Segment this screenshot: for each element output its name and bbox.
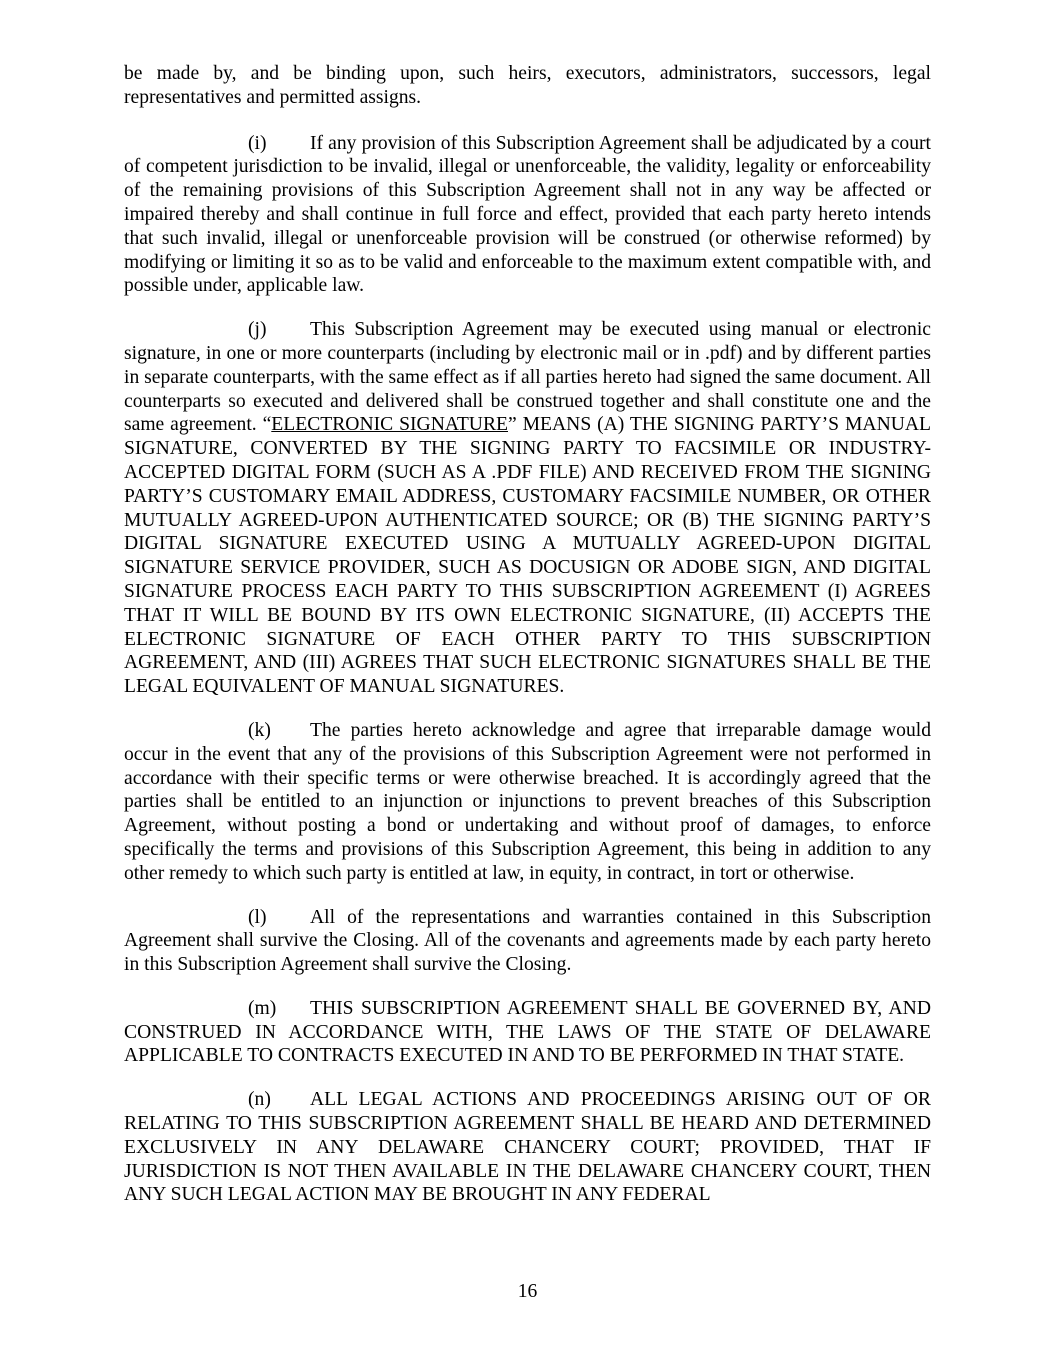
continuation-paragraph: be made by, and be binding upon, such heirs, executors, administrators, successors, legal representatives and permitted assigns. bbox=[124, 63, 931, 108]
section-m bbox=[124, 997, 931, 1068]
section-n bbox=[124, 1088, 931, 1207]
section-label: (l) bbox=[248, 906, 267, 928]
section-k bbox=[124, 719, 931, 886]
section-text-before: This Subscription Agreement may be executed using manual or electronic signature, in one or more counterparts (including by electronic mail or in .pdf) and by different parties in separate counterparts, with the same effect as if all parties hereto had signed the same document. All counterparts so executed and delivered shall be construed together and shall constitute one and the same agreement. “ bbox=[124, 319, 931, 436]
section-i bbox=[124, 132, 931, 299]
document-page bbox=[124, 62, 931, 1227]
section-text: ALL LEGAL ACTIONS AND PROCEEDINGS ARISING OUT OF OR RELATING TO THIS SUBSCRIPTION AGREEMENT SHALL BE HEARD AND DETERMINED EXCLUSIVELY IN ANY DELAWARE CHANCERY COURT; PROVIDED, THAT IF JURISDICTION IS NOT THEN AVAILABLE IN THE DELAWARE CHANCERY COURT, THEN ANY SUCH LEGAL ACTION MAY BE BROUGHT IN ANY FEDERAL bbox=[124, 1089, 931, 1206]
section-text: The parties hereto acknowledge and agree that irreparable damage would occur in the event that any of the provisions of this Subscription Agreement were not performed in accordance with their specific terms or were otherwise breached. It is accordingly agreed that the parties shall be entitled to an injunction or injunctions to prevent breaches of this Subscription Agreement, without posting a bond or undertaking and without proof of damages, to enforce specifically the terms and provisions of this Subscription Agreement, this being in addition to any other remedy to which such party is entitled at law, in equity, in contract, in tort or otherwise. bbox=[124, 719, 931, 884]
defined-term: ELECTRONIC SIGNATURE bbox=[271, 414, 508, 436]
section-label: (m) bbox=[248, 997, 277, 1019]
section-label: (k) bbox=[248, 719, 271, 741]
section-text: All of the representations and warranties contained in this Subscription Agreement shall survive the Closing. All of the covenants and agreements made by each party hereto in this Subscription Agreement shall survive the Closing. bbox=[124, 906, 931, 976]
section-text: If any provision of this Subscription Agreement shall be adjudicated by a court of competent jurisdiction to be invalid, illegal or unenforceable, the validity, legality or enforceability of the remaining provisions of this Subscription Agreement shall not in any way be affected or impaired thereby and shall continue in full force and effect, provided that each party hereto intends that such invalid, illegal or unenforceable provision will be construed (or otherwise reformed) by modifying or limiting it so as to be valid and enforceable to the maximum extent compatible with, and possible under, applicable law. bbox=[124, 132, 931, 297]
section-j bbox=[124, 318, 931, 699]
section-label: (j) bbox=[248, 319, 267, 341]
section-label: (n) bbox=[248, 1089, 271, 1111]
section-text: THIS SUBSCRIPTION AGREEMENT SHALL BE GOVERNED BY, AND CONSTRUED IN ACCORDANCE WITH, THE LAWS OF THE STATE OF DELAWARE APPLICABLE TO CONTRACTS EXECUTED IN AND TO BE PERFORMED IN THAT STATE. bbox=[124, 997, 931, 1067]
section-l bbox=[124, 906, 931, 977]
page-number: 16 bbox=[517, 1281, 538, 1302]
section-label: (i) bbox=[248, 132, 267, 154]
section-text-after: ” MEANS (A) THE SIGNING PARTY’S MANUAL SIGNATURE, CONVERTED BY THE SIGNING PARTY TO FACSIMILE OR INDUSTRY-ACCEPTED DIGITAL FORM (SUCH AS A .PDF FILE) AND RECEIVED FROM THE SIGNING PARTY’S CUSTOMARY EMAIL ADDRESS, CUSTOMARY FACSIMILE NUMBER, OR OTHER MUTUALLY AGREED-UPON AUTHENTICATED SOURCE; OR (B) THE SIGNING PARTY’S DIGITAL SIGNATURE EXECUTED USING A MUTUALLY AGREED-UPON DIGITAL SIGNATURE SERVICE PROVIDER, SUCH AS DOCUSIGN OR ADOBE SIGN, AND DIGITAL SIGNATURE PROCESS EACH PARTY TO THIS SUBSCRIPTION AGREEMENT (I) AGREES THAT IT WILL BE BOUND BY ITS OWN ELECTRONIC SIGNATURE, (II) ACCEPTS THE ELECTRONIC SIGNATURE OF EACH OTHER PARTY TO THIS SUBSCRIPTION AGREEMENT, AND (III) AGREES THAT SUCH ELECTRONIC SIGNATURES SHALL BE THE LEGAL EQUIVALENT OF MANUAL SIGNATURES. bbox=[124, 414, 931, 698]
